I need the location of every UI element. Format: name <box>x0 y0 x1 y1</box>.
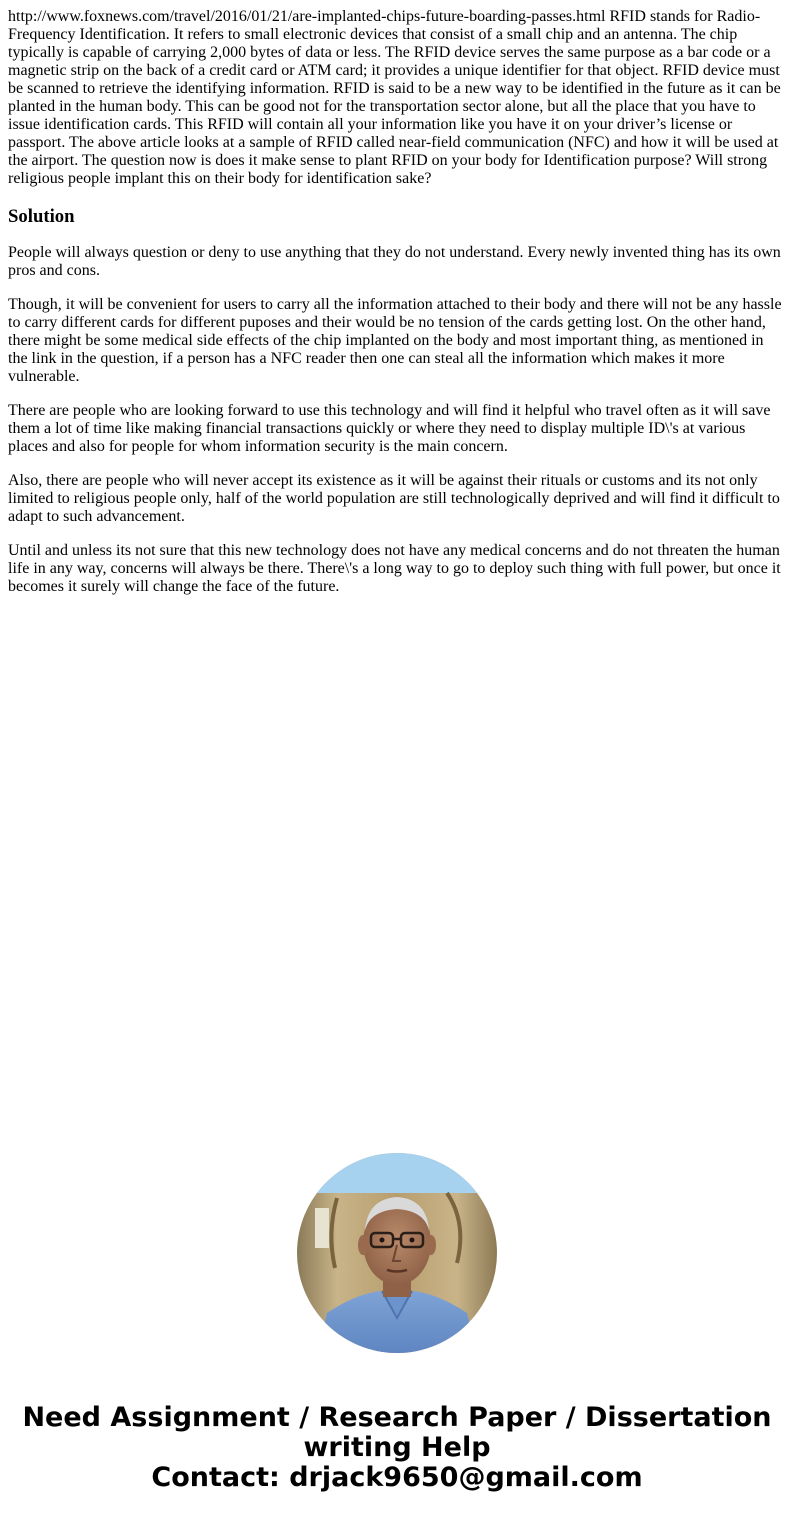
solution-body <box>8 244 786 596</box>
person-portrait-icon <box>297 1153 497 1353</box>
document-content <box>8 8 786 612</box>
promo-headline: Need Assignment / Research Paper / Dissertation writing Help <box>22 1402 772 1463</box>
promo-text <box>0 1403 794 1493</box>
solution-paragraph: People will always question or deny to use anything that they do not understand. Every newly invented thing has its own pros and cons. <box>8 244 781 279</box>
solution-paragraph: There are people who are looking forward to use this technology and will find it helpful who travel often as it will save them a lot of time like making financial transactions quickly or where they need to display multiple ID\'s at various places and also for people for whom information security is the main concern. <box>8 402 771 455</box>
promo-footer <box>0 1153 794 1493</box>
author-avatar <box>297 1153 497 1353</box>
solution-paragraph: Also, there are people who will never accept its existence as it will be against their rituals or customs and its not only limited to religious people only, half of the world population are still technologically deprived and will find it difficult to adapt to such advancement. <box>8 472 780 525</box>
solution-heading: Solution <box>8 206 75 227</box>
question-text: http://www.foxnews.com/travel/2016/01/21/are-implanted-chips-future-boarding-passes.html RFID stands for Radio-Frequency Identification. It refers to small electronic devices that consist of a small chip and an antenna. The chip typically is capable of carrying 2,000 bytes of data or less. The RFID device serves the same purpose as a bar code or a magnetic strip on the back of a credit card or ATM card; it provides a unique identifier for that object. RFID device must be scanned to retrieve the identifying information. RFID is said to be a new way to be identified in the future as it can be planted in the human body. This can be good not for the transportation sector alone, but all the place that you have to issue identification cards. This RFID will contain all your information like you have it on your driver’s license or passport. The above article looks at a sample of RFID called near-field communication (NFC) and how it will be used at the airport. The question now is does it make sense to plant RFID on your body for Identification purpose? Will strong religious people implant this on their body for identification sake? <box>8 8 781 187</box>
contact-email: Contact: drjack9650@gmail.com <box>151 1462 643 1493</box>
solution-paragraph: Though, it will be convenient for users to carry all the information attached to their body and there will not be any hassle to carry different cards for different puposes and their would be no tension of the cards getting lost. On the other hand, there might be some medical side effects of the chip implanted on the body and most important thing, as mentioned in the link in the question, if a person has a NFC reader then one can steal all the information which makes it more vulnerable. <box>8 296 782 385</box>
solution-paragraph: Until and unless its not sure that this new technology does not have any medical concerns and do not threaten the human life in any way, concerns will always be there. There\'s a long way to go to deploy such thing with full power, but once it becomes it surely will change the face of the future. <box>8 542 781 595</box>
